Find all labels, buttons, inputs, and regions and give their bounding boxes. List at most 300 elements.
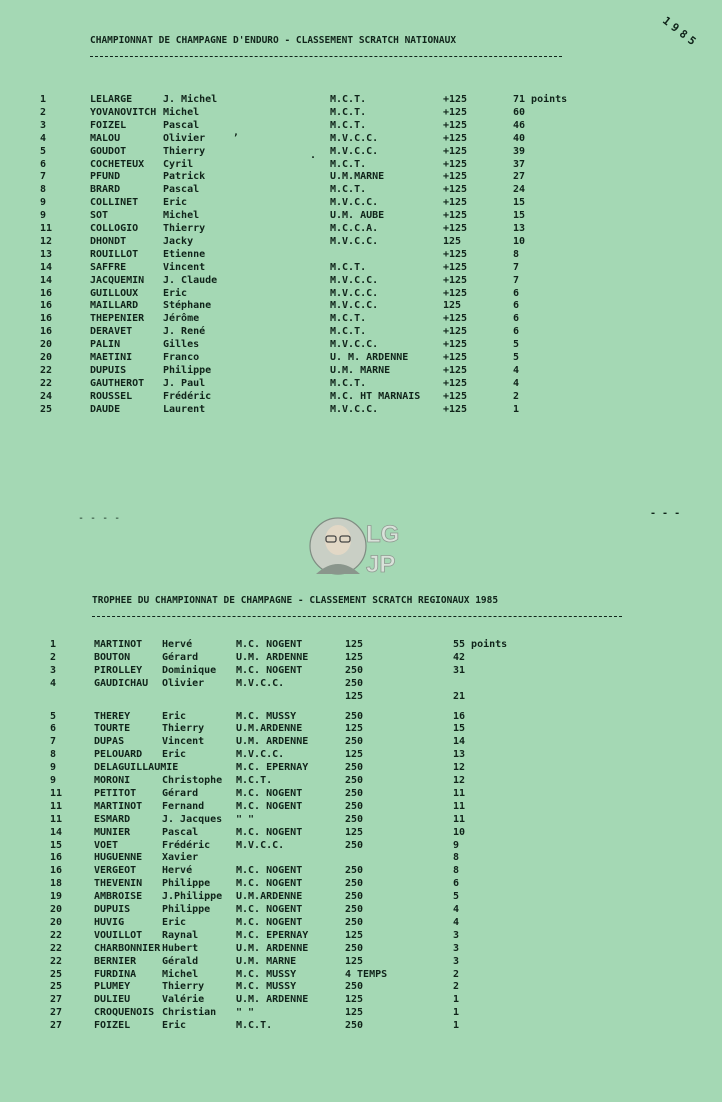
surname-cell: COLLINET <box>90 197 139 209</box>
rank-cell: 9 <box>50 775 57 786</box>
table-row <box>0 299 722 313</box>
category-cell: 125 <box>345 690 364 702</box>
club-cell: M.C.T. <box>330 106 367 118</box>
points-cell: 6 <box>453 878 460 890</box>
surname-cell: GAUDICHAU <box>94 677 149 689</box>
points-cell: 4 <box>513 364 520 376</box>
regional-title-underline <box>92 616 622 617</box>
club-cell: M.C. MUSSY <box>236 981 297 993</box>
category-cell: 125 <box>345 955 364 967</box>
category-cell: 125 <box>345 826 364 838</box>
surname-cell: VERGEOT <box>94 865 137 877</box>
rank-cell: 6 <box>50 723 57 735</box>
club-cell: U.M.ARDENNE <box>236 891 303 903</box>
club-cell: U.M. AUBE <box>330 210 385 222</box>
category-cell: 250 <box>345 736 364 748</box>
points-cell: 21 <box>453 690 466 702</box>
rank-cell: 20 <box>50 916 63 928</box>
surname-cell: MARTINOT <box>94 639 143 650</box>
points-cell: 6 <box>513 287 520 299</box>
points-cell: 71 points <box>513 94 568 105</box>
category-cell: +125 <box>443 119 468 131</box>
category-cell: +125 <box>443 377 468 389</box>
points-cell: 4 <box>453 904 460 915</box>
points-cell: 60 <box>513 106 526 118</box>
firstname-cell: Michel <box>163 210 200 222</box>
table-row <box>0 748 722 762</box>
points-cell: 42 <box>453 651 466 663</box>
surname-cell: DAUDE <box>90 403 121 415</box>
points-cell: 7 <box>513 261 520 273</box>
firstname-cell: Stéphane <box>163 300 212 312</box>
rank-cell: 8 <box>40 184 47 196</box>
points-cell: 8 <box>513 248 520 260</box>
points-cell: 5 <box>513 339 520 351</box>
firstname-cell: Cyril <box>163 158 194 170</box>
rank-cell: 19 <box>50 891 63 903</box>
surname-cell: MAILLARD <box>90 300 139 312</box>
rank-cell: 16 <box>50 865 63 877</box>
points-cell: 6 <box>513 313 520 325</box>
category-cell: 250 <box>345 710 364 722</box>
rank-cell: 14 <box>40 261 53 273</box>
club-cell: U.M. MARNE <box>236 955 297 967</box>
category-cell: +125 <box>443 197 468 209</box>
club-cell: M.C.T. <box>330 94 367 105</box>
surname-cell: AMBROISE <box>94 891 143 903</box>
category-cell: 250 <box>345 800 364 812</box>
club-cell: " " <box>236 1007 255 1019</box>
category-cell: +125 <box>443 171 468 183</box>
table-row <box>0 338 722 352</box>
category-cell: 250 <box>345 942 364 954</box>
club-cell: U.M. ARDENNE <box>236 736 309 748</box>
points-cell: 15 <box>513 210 526 222</box>
surname-cell: VOET <box>94 839 119 851</box>
points-cell: 8 <box>453 865 460 877</box>
surname-cell: ROUILLOT <box>90 248 139 260</box>
firstname-cell: Eric <box>162 916 187 928</box>
surname-cell: DUPAS <box>94 736 125 748</box>
category-cell: 250 <box>345 787 364 799</box>
firstname-cell: Pascal <box>163 119 200 131</box>
points-cell: 12 <box>453 762 466 774</box>
club-cell: M.C. NOGENT <box>236 800 303 812</box>
club-cell: U.M.MARNE <box>330 171 385 183</box>
category-cell: +125 <box>443 94 468 105</box>
club-cell: M.V.C.C. <box>330 287 379 299</box>
rank-cell: 3 <box>50 664 57 676</box>
logo-text-jp: JP <box>366 551 396 578</box>
club-cell: M.C. MUSSY <box>236 710 297 722</box>
national-ranking-title: CHAMPIONNAT DE CHAMPAGNE D'ENDURO - CLASSEMENT SCRATCH NATIONAUX <box>90 35 457 46</box>
club-cell: M.V.C.C. <box>330 132 379 144</box>
firstname-cell: Gilles <box>163 339 200 351</box>
firstname-cell: J. Jacques <box>162 813 223 825</box>
surname-cell: SOT <box>90 210 109 222</box>
table-row <box>0 877 722 891</box>
surname-cell: DULIEU <box>94 994 131 1006</box>
rank-cell: 27 <box>50 1020 63 1032</box>
rank-cell: 2 <box>40 106 47 118</box>
table-row <box>0 196 722 210</box>
firstname-cell: Michel <box>163 106 200 118</box>
club-cell: U.M. ARDENNE <box>236 942 309 954</box>
rank-cell: 22 <box>50 955 63 967</box>
category-cell: 125 <box>443 300 462 312</box>
points-cell: 24 <box>513 184 526 196</box>
club-cell: M.C. NOGENT <box>236 664 303 676</box>
club-cell: M.C. NOGENT <box>236 904 303 915</box>
points-cell: 5 <box>513 352 520 363</box>
rank-cell: 24 <box>40 390 53 402</box>
firstname-cell: Vincent <box>163 261 206 273</box>
surname-cell: BERNIER <box>94 955 137 967</box>
category-cell: +125 <box>443 248 468 260</box>
category-cell: 250 <box>345 1020 364 1032</box>
firstname-cell: Philippe <box>162 878 211 890</box>
points-cell: 15 <box>513 197 526 209</box>
firstname-cell: Etienne <box>163 248 206 260</box>
surname-cell: THEVENIN <box>94 878 143 890</box>
club-cell: U.M. ARDENNE <box>236 651 309 663</box>
club-cell: M.C. NOGENT <box>236 826 303 838</box>
rank-cell: 9 <box>40 210 47 222</box>
table-row <box>0 132 722 146</box>
table-row <box>0 890 722 904</box>
rank-cell: 2 <box>50 651 57 663</box>
surname-cell: MORONI <box>94 775 131 786</box>
club-cell: U.M. ARDENNE <box>236 994 309 1006</box>
firstname-cell: Thierry <box>162 981 205 993</box>
rank-cell: 16 <box>50 852 63 864</box>
category-cell: 250 <box>345 813 364 825</box>
firstname-cell: J.Philippe <box>162 891 223 903</box>
surname-cell: THEREY <box>94 710 131 722</box>
points-cell: 9 <box>453 839 460 851</box>
table-row <box>0 722 722 736</box>
rank-cell: 4 <box>40 132 47 144</box>
club-cell: M.V.C.C. <box>330 235 379 247</box>
table-row <box>0 980 722 994</box>
surname-cell: MAETINI <box>90 352 133 363</box>
category-cell: +125 <box>443 274 468 286</box>
table-row <box>0 774 722 788</box>
rank-cell: 16 <box>40 326 53 338</box>
rank-cell: 27 <box>50 1007 63 1019</box>
table-row <box>0 787 722 801</box>
rank-cell: 4 <box>50 677 57 689</box>
points-cell: 55 points <box>453 639 508 650</box>
table-row <box>0 403 722 417</box>
points-cell: 6 <box>513 300 520 312</box>
club-cell: M.V.C.C. <box>236 839 285 851</box>
rank-cell: 20 <box>40 352 53 363</box>
surname-cell: THEPENIER <box>90 313 145 325</box>
stray-mark: - - - - <box>78 513 121 524</box>
table-row <box>0 1019 722 1033</box>
category-cell: +125 <box>443 184 468 196</box>
points-cell: 3 <box>453 942 460 954</box>
club-cell: M.C.T. <box>330 377 367 389</box>
rank-cell: 22 <box>40 364 53 376</box>
table-row <box>0 312 722 326</box>
points-cell: 11 <box>453 787 466 799</box>
surname-cell: CROQUENOIS <box>94 1007 155 1019</box>
rank-cell: 25 <box>40 403 53 415</box>
club-cell: " " <box>236 813 255 825</box>
club-cell: M.C.T. <box>330 261 367 273</box>
surname-cell: MUNIER <box>94 826 131 838</box>
category-cell: 250 <box>345 891 364 903</box>
table-row <box>0 735 722 749</box>
table-row <box>0 929 722 943</box>
points-cell: 1 <box>453 1020 460 1032</box>
club-cell: M.C.T. <box>236 1020 273 1032</box>
points-cell: 16 <box>453 710 466 722</box>
firstname-cell: Thierry <box>163 223 206 234</box>
rank-cell: 22 <box>50 929 63 941</box>
rank-cell: 18 <box>50 878 63 890</box>
club-cell: M.V.C.C. <box>330 145 379 157</box>
rank-cell: 7 <box>40 171 47 183</box>
rank-cell: 16 <box>40 287 53 299</box>
surname-cell: PFUND <box>90 171 121 183</box>
points-cell: 11 <box>453 813 466 825</box>
rank-cell: 25 <box>50 981 63 993</box>
club-cell: M.V.C.C. <box>330 300 379 312</box>
firstname-cell: Xavier <box>162 852 199 864</box>
rank-cell: 12 <box>40 235 53 247</box>
points-cell: 2 <box>453 968 460 980</box>
firstname-cell: Frédéric <box>163 390 212 402</box>
firstname-cell: Olivier <box>162 677 205 689</box>
points-cell: 14 <box>453 736 466 748</box>
table-row <box>0 690 722 704</box>
logo-text-lg: LG <box>366 521 400 548</box>
table-row <box>0 106 722 120</box>
club-cell: M.C. NOGENT <box>236 878 303 890</box>
surname-cell: GUILLOUX <box>90 287 139 299</box>
table-row <box>0 1006 722 1020</box>
club-cell: M.C.T. <box>330 326 367 338</box>
surname-cell: ESMARD <box>94 813 131 825</box>
surname-cell: MARTINOT <box>94 800 143 812</box>
table-row <box>0 119 722 133</box>
table-row <box>0 864 722 878</box>
firstname-cell: Frédéric <box>162 839 211 851</box>
points-cell: 6 <box>513 326 520 338</box>
points-cell: 13 <box>513 223 526 234</box>
table-row <box>0 183 722 197</box>
firstname-cell: Eric <box>162 749 187 761</box>
category-cell: +125 <box>443 106 468 118</box>
firstname-cell: Olivier <box>163 132 206 144</box>
table-row <box>0 903 722 917</box>
table-row <box>0 664 722 678</box>
surname-cell: PETITOT <box>94 787 137 799</box>
stray-mark: , <box>233 127 240 138</box>
rank-cell: 22 <box>40 377 53 389</box>
category-cell: 125 <box>443 235 462 247</box>
firstname-cell: Eric <box>162 710 187 722</box>
firstname-cell: Hervé <box>162 865 193 877</box>
points-cell: 4 <box>513 377 520 389</box>
stray-mark: - - - <box>650 508 681 519</box>
club-cell: M.V.C.C. <box>330 274 379 286</box>
firstname-cell: Dominique <box>162 664 217 676</box>
club-cell: M.C.T. <box>330 158 367 170</box>
table-row <box>0 651 722 665</box>
rank-cell: 20 <box>40 339 53 351</box>
points-cell: 39 <box>513 145 526 157</box>
firstname-cell: Eric <box>163 197 188 209</box>
firstname-cell: Fernand <box>162 800 205 812</box>
firstname-cell: Jérôme <box>163 313 200 325</box>
points-cell: 8 <box>453 852 460 864</box>
category-cell: 4 TEMPS <box>345 968 388 980</box>
category-cell: +125 <box>443 390 468 402</box>
firstname-cell: Raynal <box>162 929 199 941</box>
firstname-cell: J. Claude <box>163 274 218 286</box>
surname-cell: HUGUENNE <box>94 852 143 864</box>
table-row <box>0 677 722 691</box>
rank-cell: 11 <box>40 223 53 234</box>
firstname-cell: Hubert <box>162 942 199 954</box>
points-cell: 15 <box>453 723 466 735</box>
rank-cell: 27 <box>50 994 63 1006</box>
category-cell: 250 <box>345 878 364 890</box>
rank-cell: 11 <box>50 800 63 812</box>
rank-cell: 11 <box>50 813 63 825</box>
rank-cell: 9 <box>50 762 57 774</box>
rank-cell: 5 <box>40 145 47 157</box>
club-cell: U.M. MARNE <box>330 364 391 376</box>
club-cell: M.C. NOGENT <box>236 916 303 928</box>
table-row <box>0 390 722 404</box>
table-row <box>0 235 722 249</box>
points-cell: 13 <box>453 749 466 761</box>
surname-cell: MALOU <box>90 132 121 144</box>
rank-cell: 13 <box>40 248 53 260</box>
category-cell: +125 <box>443 352 468 363</box>
points-cell: 40 <box>513 132 526 144</box>
table-row <box>0 351 722 365</box>
table-row <box>0 710 722 724</box>
category-cell: +125 <box>443 326 468 338</box>
firstname-cell: Jacky <box>163 235 194 247</box>
firstname-cell: Christian <box>162 1007 217 1019</box>
club-cell: M.C.C.A. <box>330 223 379 234</box>
surname-cell: GOUDOT <box>90 145 127 157</box>
club-cell: M.C.T. <box>236 775 273 786</box>
points-cell: 4 <box>453 916 460 928</box>
club-cell: M.C. EPERNAY <box>236 929 309 941</box>
lgjp-watermark-logo <box>308 510 408 582</box>
table-row <box>0 851 722 865</box>
handwritten-year: 1985 <box>659 14 702 51</box>
surname-cell: HUVIG <box>94 916 125 928</box>
firstname-cell: Pascal <box>163 184 200 196</box>
category-cell: 250 <box>345 677 364 689</box>
surname-cell: VOUILLOT <box>94 929 143 941</box>
surname-cell: FOIZEL <box>94 1020 131 1032</box>
surname-cell: FURDINA <box>94 968 137 980</box>
portrait-face <box>325 525 351 555</box>
table-row <box>0 170 722 184</box>
category-cell: +125 <box>443 364 468 376</box>
club-cell: M.C. MUSSY <box>236 968 297 980</box>
surname-cell: SAFFRE <box>90 261 127 273</box>
rank-cell: 8 <box>50 749 57 761</box>
table-row <box>0 364 722 378</box>
category-cell: 125 <box>345 749 364 761</box>
table-row <box>0 916 722 930</box>
category-cell: +125 <box>443 210 468 222</box>
firstname-cell: Patrick <box>163 171 206 183</box>
table-row <box>0 761 722 775</box>
category-cell: 250 <box>345 916 364 928</box>
firstname-cell: Laurent <box>163 403 206 415</box>
category-cell: 125 <box>345 651 364 663</box>
club-cell: M.C. NOGENT <box>236 865 303 877</box>
category-cell: +125 <box>443 223 468 234</box>
category-cell: +125 <box>443 132 468 144</box>
rank-cell: 5 <box>50 710 57 722</box>
club-cell: M.V.C.C. <box>330 403 379 415</box>
surname-cell: PIROLLEY <box>94 664 143 676</box>
stray-mark: . <box>310 150 317 161</box>
category-cell: 250 <box>345 865 364 877</box>
category-cell: 250 <box>345 762 364 774</box>
table-row <box>0 839 722 853</box>
club-cell: M.V.C.C. <box>236 749 285 761</box>
club-cell: M.C. HT MARNAIS <box>330 390 421 402</box>
category-cell: +125 <box>443 261 468 273</box>
rank-cell: 14 <box>40 274 53 286</box>
points-cell: 2 <box>513 390 520 402</box>
table-row <box>0 377 722 391</box>
surname-cell: COCHETEUX <box>90 158 145 170</box>
club-cell: M.C. NOGENT <box>236 639 303 650</box>
surname-cell: PELOUARD <box>94 749 143 761</box>
rank-cell: 1 <box>40 94 47 105</box>
category-cell: 250 <box>345 904 364 915</box>
surname-cell: DUPUIS <box>94 904 131 915</box>
category-cell: 125 <box>345 994 364 1006</box>
points-cell: 1 <box>453 1007 460 1019</box>
firstname-cell: Eric <box>162 1020 187 1032</box>
category-cell: +125 <box>443 158 468 170</box>
firstname-cell: Philippe <box>163 364 212 376</box>
firstname-cell: Philippe <box>162 904 211 915</box>
surname-cell: CHARBONNIER <box>94 942 161 954</box>
points-cell: 10 <box>453 826 466 838</box>
surname-cell: FOIZEL <box>90 119 127 131</box>
firstname-cell: Franco <box>163 352 200 363</box>
category-cell: 250 <box>345 775 364 786</box>
rank-cell: 6 <box>40 158 47 170</box>
club-cell: M.V.C.C. <box>330 339 379 351</box>
points-cell: 5 <box>453 891 460 903</box>
surname-cell: DERAVET <box>90 326 133 338</box>
table-row <box>0 93 722 107</box>
club-cell: M.C.T. <box>330 184 367 196</box>
club-cell: U.M.ARDENNE <box>236 723 303 735</box>
club-cell: M.C. NOGENT <box>236 787 303 799</box>
rank-cell: 16 <box>40 300 53 312</box>
surname-cell: BRARD <box>90 184 121 196</box>
